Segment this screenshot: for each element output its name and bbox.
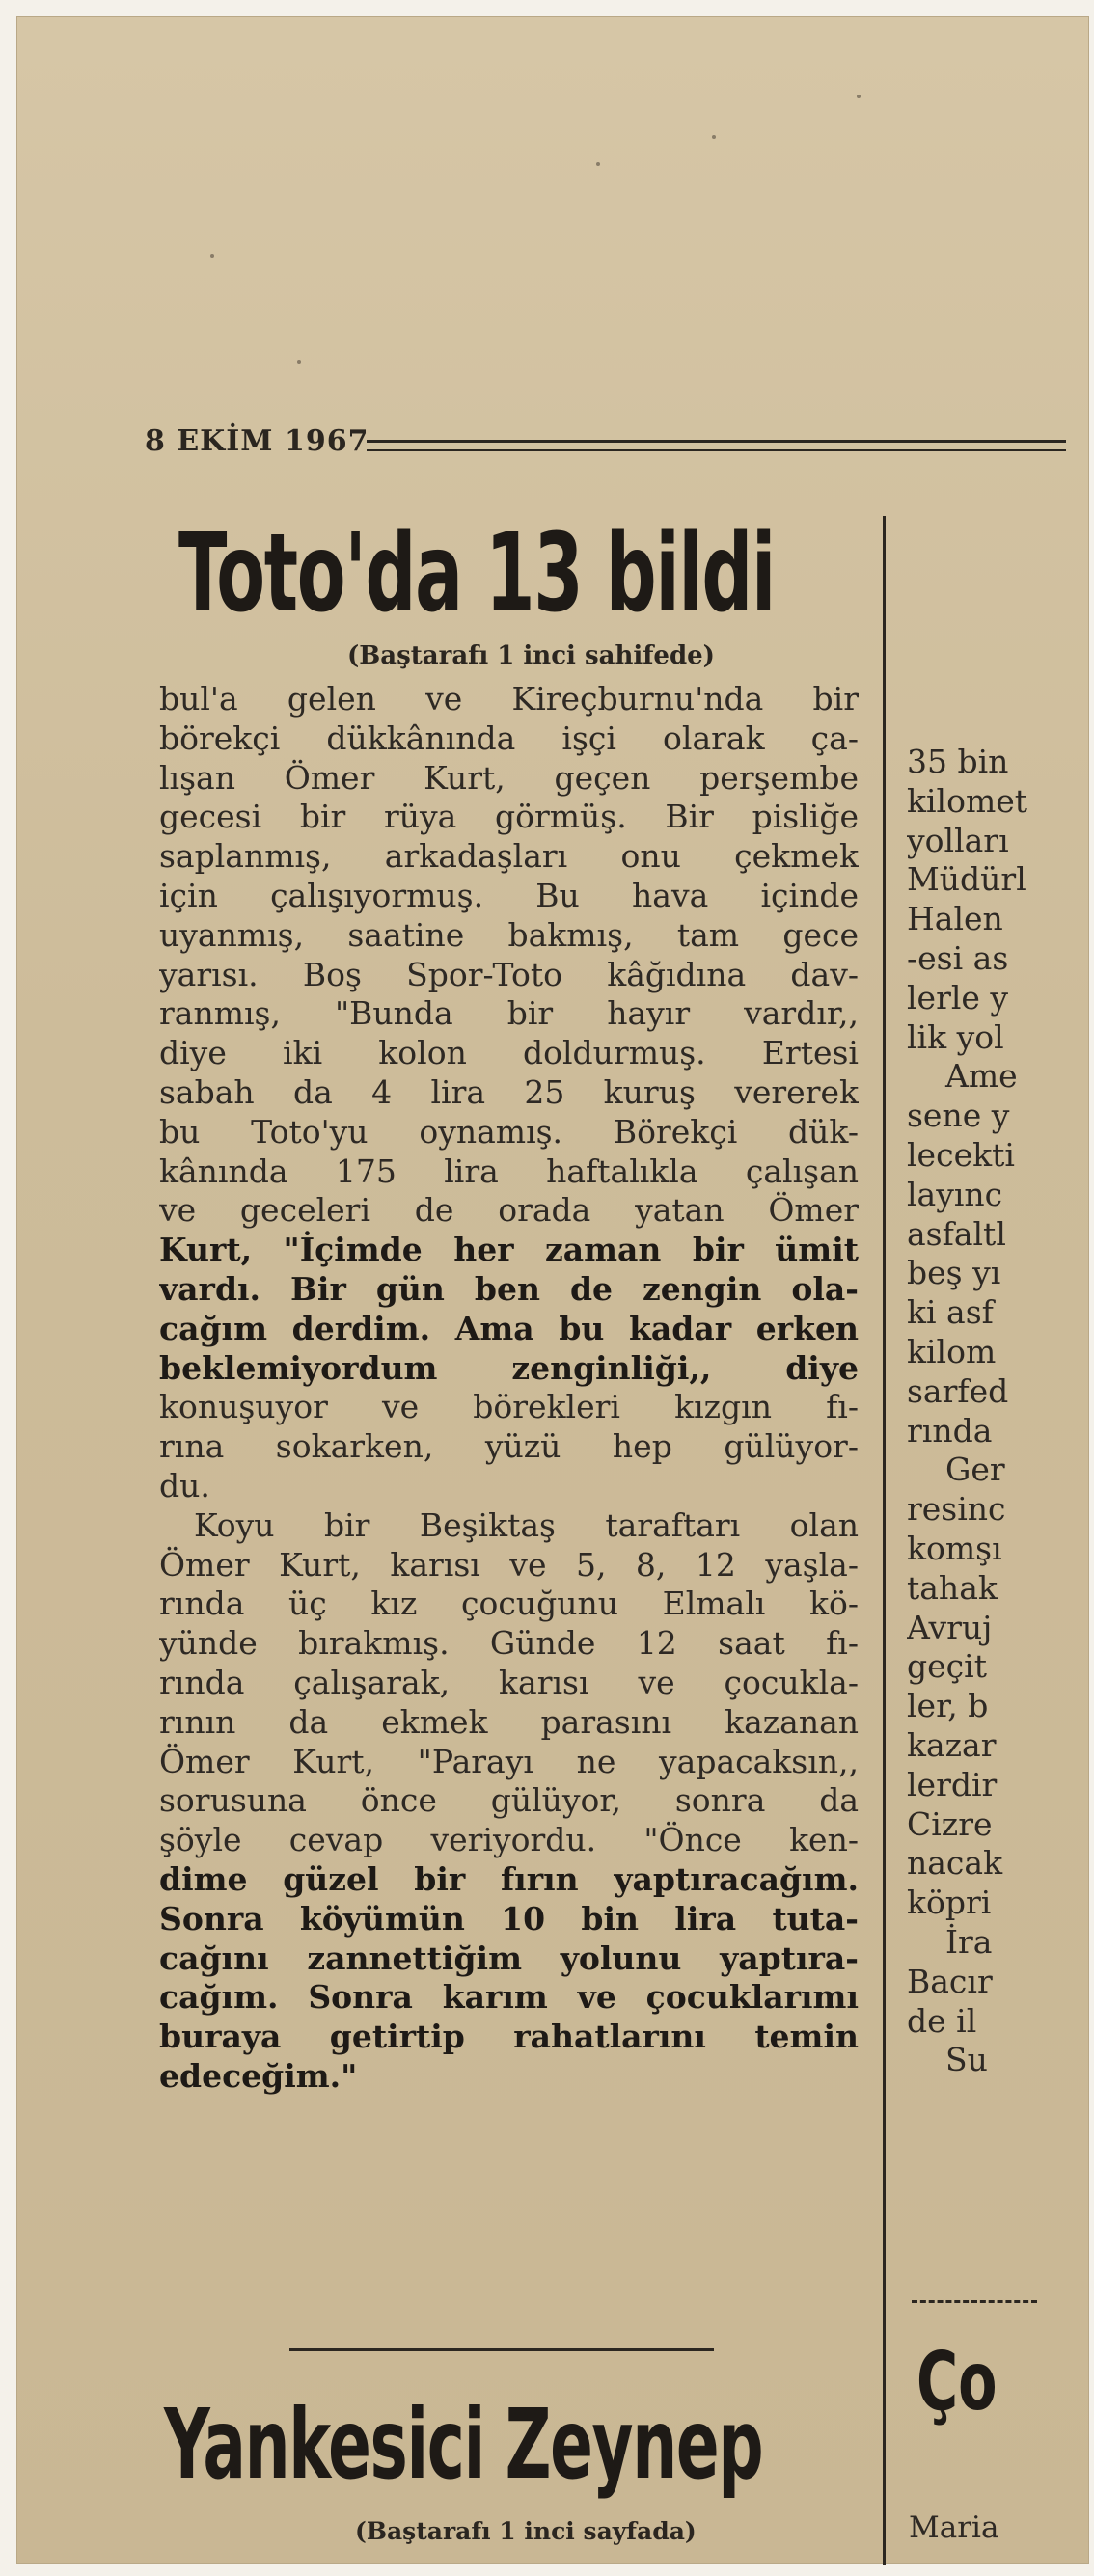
- article-line: beklemiyordum zenginliği,, diye: [159, 1348, 859, 1387]
- article-separator: [289, 2348, 714, 2351]
- adjacent-line: beş yı: [907, 1254, 1001, 1292]
- paper-speck: [297, 360, 301, 364]
- article-line: ve geceleri de orada yatan Ömer: [159, 1191, 859, 1230]
- issue-date: 8 EKİM 1967: [145, 424, 369, 458]
- article-line: Ömer Kurt, "Parayı ne yapacaksın,,: [159, 1742, 859, 1780]
- article-line: sorusuna önce gülüyor, sonra da: [159, 1781, 859, 1820]
- adjacent-line: resinc: [907, 1490, 1006, 1529]
- article-line: sabah da 4 lira 25 kuruş vererek: [159, 1072, 859, 1111]
- adjacent-line: kilomet: [907, 781, 1028, 820]
- date-rule: [367, 440, 1066, 443]
- article-line: börekçi dükkânında işçi olarak ça-: [159, 719, 859, 757]
- article-line: rına sokarken, yüzü hep gülüyor-: [159, 1427, 859, 1466]
- article-line: Kurt, "İçimde her zaman bir ümit: [159, 1231, 859, 1269]
- adjacent-line: İra: [945, 1922, 993, 1961]
- date-rule: [367, 449, 1066, 451]
- article-line: rında çalışarak, karısı ve çocukla-: [159, 1663, 859, 1701]
- second-article-continuation-note: (Baştarafı 1 inci sayfada): [355, 2517, 697, 2545]
- adjacent-line: rında: [907, 1411, 993, 1450]
- article-line: cağım derdim. Ama bu kadar erken: [159, 1309, 859, 1347]
- column-divider: [883, 516, 886, 2565]
- article-continuation-note: (Baştarafı 1 inci sahifede): [347, 641, 715, 670]
- article-line: saplanmış, arkadaşları onu çekmek: [159, 837, 859, 876]
- article-line: diye iki kolon doldurmuş. Ertesi: [159, 1034, 859, 1072]
- adjacent-line: asfaltl: [907, 1214, 1006, 1253]
- article-line: rında üç kız çocuğunu Elmalı kö-: [159, 1585, 859, 1623]
- adjacent-line: lerle y: [907, 978, 1009, 1017]
- dateline: [145, 424, 1071, 463]
- article-line: edeceğim.": [159, 2056, 358, 2095]
- adjacent-line: sarfed: [907, 1371, 1009, 1410]
- paper-speck: [596, 162, 600, 166]
- adjacent-headline-fragment: Ço: [916, 2334, 998, 2428]
- article-line: Sonra köyümün 10 bin lira tuta-: [159, 1899, 859, 1938]
- article-line: kânında 175 lira haftalıkla çalışan: [159, 1152, 859, 1190]
- article-line: şöyle cevap veriyordu. "Önce ken-: [159, 1821, 859, 1859]
- adjacent-line: geçit: [907, 1647, 987, 1686]
- adjacent-line: layınc: [907, 1175, 1003, 1213]
- adjacent-line: lecekti: [907, 1135, 1015, 1174]
- adjacent-line: Avruj: [907, 1608, 993, 1646]
- article-line: gecesi bir rüya görmüş. Bir pisliğe: [159, 798, 859, 836]
- adjacent-line: Müdürl: [907, 860, 1026, 899]
- article-line: rının da ekmek parasını kazanan: [159, 1702, 859, 1741]
- article-line: lışan Ömer Kurt, geçen perşembe: [159, 758, 859, 797]
- adjacent-bottom-fragment: Maria: [909, 2510, 999, 2545]
- article-line: vardı. Bir gün ben de zengin ola-: [159, 1269, 859, 1308]
- article-line: ranmış, "Bunda bir hayır vardır,,: [159, 994, 859, 1033]
- article-line: yarısı. Boş Spor-Toto kâğıdına dav-: [159, 955, 859, 993]
- adjacent-line: Su: [945, 2041, 988, 2079]
- article-line: bul'a gelen ve Kireçburnu'nda bir: [159, 680, 859, 718]
- adjacent-line: sene y: [907, 1097, 1010, 1135]
- paper-speck: [210, 254, 214, 258]
- article-line: du.: [159, 1466, 210, 1505]
- adjacent-line: -esi as: [907, 938, 1009, 977]
- article-line: cağını zannettiğim yolunu yaptıra-: [159, 1939, 859, 1977]
- adjacent-line: nacak: [907, 1844, 1003, 1883]
- adjacent-line: kazar: [907, 1725, 997, 1764]
- article-body: [159, 680, 859, 2097]
- paper-speck: [712, 135, 716, 139]
- adjacent-line: Cizre: [907, 1804, 993, 1843]
- adjacent-line: de il: [907, 2001, 977, 2040]
- article-line: buraya getirtip rahatlarını temin: [159, 2018, 859, 2056]
- adjacent-line: kilom: [907, 1332, 997, 1370]
- adjacent-line: lerdir: [907, 1765, 998, 1803]
- adjacent-line: 35 bin: [907, 743, 1009, 780]
- paper-speck: [857, 95, 861, 98]
- article-line: Koyu bir Beşiktaş taraftarı olan: [194, 1505, 859, 1544]
- article-line: konuşuyor ve börekleri kızgın fı-: [159, 1388, 859, 1426]
- adjacent-line: ki asf: [907, 1293, 994, 1332]
- adjacent-column-separator: [912, 2300, 1037, 2303]
- article-line: bu Toto'yu oynamış. Börekçi dük-: [159, 1112, 859, 1151]
- article-headline: Toto'da 13 bildi: [178, 511, 775, 637]
- article-line: yünde bırakmış. Günde 12 saat fı-: [159, 1624, 859, 1663]
- article-line: Ömer Kurt, karısı ve 5, 8, 12 yaşla-: [159, 1545, 859, 1584]
- adjacent-line: köpri: [907, 1884, 992, 1922]
- adjacent-line: lik yol: [907, 1017, 1004, 1056]
- article-line: için çalışıyormuş. Bu hava içinde: [159, 876, 859, 914]
- article-line: dime güzel bir fırın yaptıracağım.: [159, 1859, 859, 1898]
- adjacent-line: Bacır: [907, 1962, 993, 2000]
- adjacent-line: tahak: [907, 1568, 998, 1607]
- adjacent-line: yolları: [907, 821, 1009, 859]
- adjacent-line: Halen: [907, 900, 1003, 938]
- adjacent-line: komşı: [907, 1529, 1002, 1567]
- adjacent-column: [907, 743, 1042, 2080]
- second-article-headline: Yankesici Zeynep: [164, 2388, 763, 2501]
- article-line: uyanmış, saatine bakmış, tam gece: [159, 915, 859, 954]
- adjacent-line: Ger: [945, 1451, 1005, 1489]
- adjacent-line: Ame: [945, 1057, 1018, 1096]
- article-line: cağım. Sonra karım ve çocuklarımı: [159, 1978, 859, 2017]
- adjacent-line: ler, b: [907, 1687, 989, 1725]
